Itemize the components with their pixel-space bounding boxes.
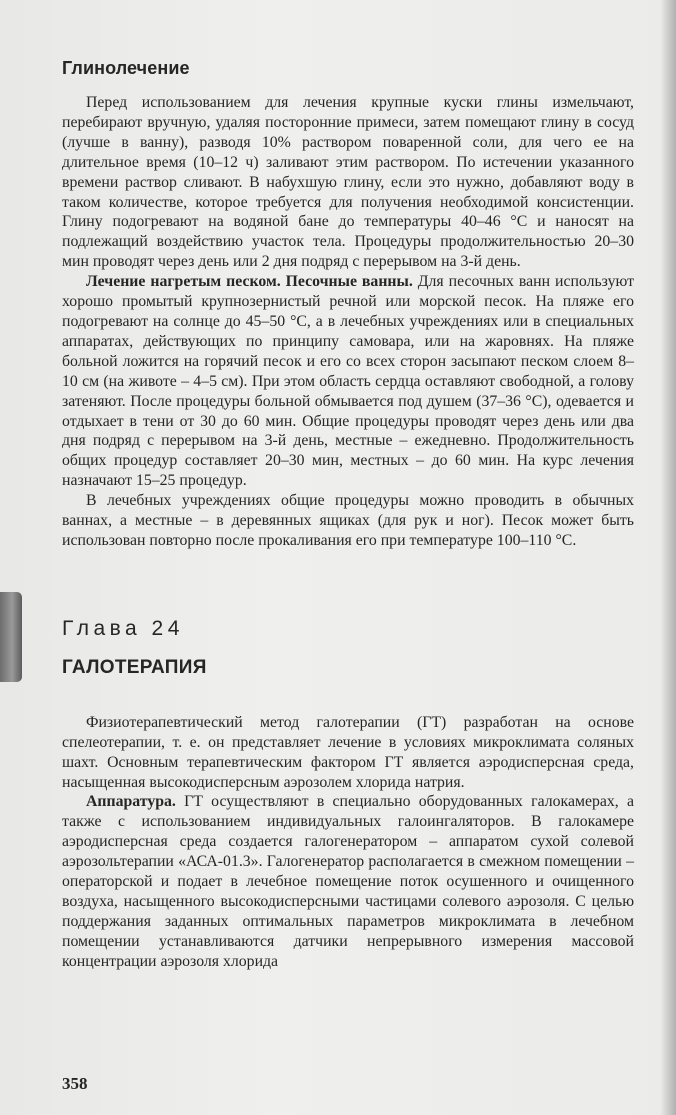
chapter-label: Глава 24 <box>62 616 184 640</box>
sand-paragraph-text: Для песочных ванн используют хорошо промытый крупнозернистый речной или морской песок. На пляже его подогревают на солнце до 45–50 °С, а в лечебных учреждениях или в специальных аппаратах, действующих по принципу самовара, или на жаровнях. На пляже больной ложится на горячий песок и его со всех сторон засыпают песком слоем 8–10 см (на животе – 4–5 см). При этом область сердца оставляют свободной, а голову затеняют. После процедуры больной обмывается под душем (37–36 °С), одевается и отдыхает в тени от 30 до 60 мин. Общие процедуры проводят через день или два дня подряд с перерывом на 3-й день, местные – ежедневно. Продолжительность общих процедур составляет 20–30 мин, местных – до 60 мин. На курс лечения назначают 15–25 процедур. <box>62 273 634 490</box>
equipment-paragraph-text: ГТ осуществляют в специально оборудованных галокамерах, а также с использованием индивидуальных галоингаляторов. В галокамере аэродисперсная среда создается галогенератором – аппаратом сухой солевой аэрозольтерапии «АСА-01.3». Галогенератор располагается в смежном помещении – операторской и подает в лечебное помещение поток осушенного и очищенного воздуха, насыщенного высокодисперсными частицами солевого аэрозоля. С целью поддержания заданных оптимальных параметров микроклимата в лечебном помещении устанавливаются датчики непрерывного измерения массовой концентрации аэрозоля хлорида <box>62 793 634 970</box>
page-edge-shadow <box>660 0 676 1115</box>
chapter-title: ГАЛОТЕРАПИЯ <box>62 656 207 678</box>
halotherapy-intro-paragraph: Физиотерапевтический метод галотерапии (ГТ) разработан на основе спелеотерапии, т. е. он представляет лечение в условиях микроклимата соляных шахт. Основным терапевтическим фактором ГТ является аэродисперсная среда, насыщенная высокодисперсным аэрозолем хлорида натрия. <box>62 713 634 791</box>
page-number: 358 <box>62 1074 88 1093</box>
sand-reuse-paragraph: В лечебных учреждениях общие процедуры можно проводить в обычных ваннах, а местные – в деревянных ящиках (для рук и ног). Песок может быть использован повторно после прокаливания его при температуре 100–110 °С. <box>62 492 634 549</box>
clay-paragraph: Перед использованием для лечения крупные куски глины измельчают, перебирают вручную, удаляя посторонние примеси, затем помещают глину в сосуд (лучше в ванну), разводя 10% раствором поваренной соли, для чего ее на длительное время (10–12 ч) заливают этим раствором. По истечении указанного времени раствор сливают. В набухшую глину, если это нужно, добавляют воду в таком количестве, которое требуется для получения необходимой консистенции. Глину подогревают на водяной бане до температуры 40–46 °С и наносят на подлежащий воздействию участок тела. Процедуры продолжительностью 20–30 мин проводят через день или 2 дня подряд с перерывом на 3-й день. <box>62 94 634 271</box>
equipment-paragraph-lead: Аппаратура. <box>86 793 176 811</box>
section-heading: Глинолечение <box>62 58 190 78</box>
page-content <box>62 58 634 972</box>
equipment-paragraph <box>62 792 634 971</box>
sand-paragraph-lead: Лечение нагретым песком. Песочные ванны. <box>86 273 413 291</box>
sand-paragraph <box>62 272 634 491</box>
page-tab-marker <box>0 592 22 682</box>
